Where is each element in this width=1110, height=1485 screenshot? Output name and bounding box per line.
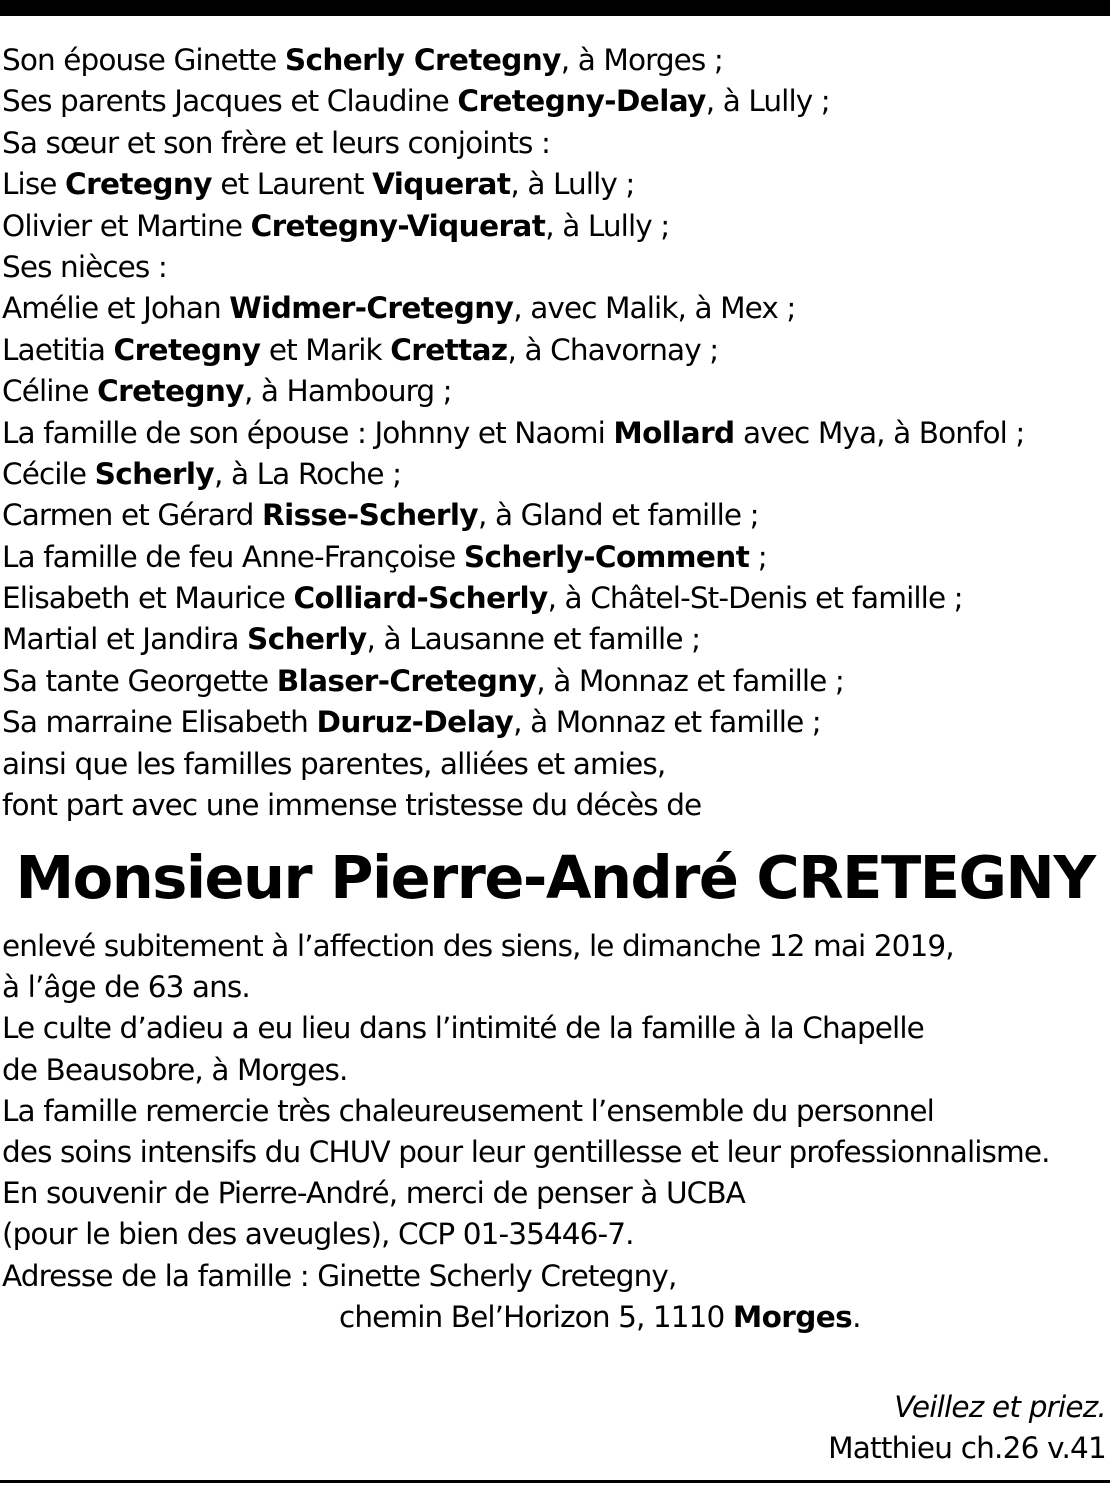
text-segment: , à Lausanne et famille ; bbox=[366, 622, 701, 657]
text-line bbox=[2, 967, 1108, 1008]
text-segment: , à Gland et famille ; bbox=[478, 498, 759, 533]
name-bold: Duruz-Delay bbox=[316, 705, 514, 740]
text-line bbox=[2, 785, 1108, 826]
name-bold: Cretegny bbox=[65, 167, 212, 202]
text-segment: ; bbox=[749, 539, 767, 574]
text-segment: Carmen et Gérard bbox=[2, 498, 262, 533]
text-segment: , à Monnaz et famille ; bbox=[513, 705, 821, 740]
name-bold: Cretegny bbox=[97, 374, 244, 409]
name-bold: Scherly-Comment bbox=[463, 539, 750, 574]
deceased-name: Monsieur Pierre-André CRETEGNY bbox=[15, 843, 1095, 912]
text-segment: La famille remercie très chaleureusement l’ensemble du personnel bbox=[2, 1093, 934, 1128]
text-segment: Ses nièces : bbox=[2, 249, 167, 284]
text-segment: (pour le bien des aveugles), CCP 01-35446-7. bbox=[2, 1217, 634, 1252]
name-bold: Scherly Cretegny bbox=[284, 43, 561, 77]
text-segment: , à Monnaz et famille ; bbox=[536, 663, 844, 698]
text-segment: Laetitia bbox=[2, 332, 114, 367]
text-line bbox=[2, 371, 1108, 412]
text-line bbox=[2, 330, 1108, 371]
name-bold: Blaser-Cretegny bbox=[276, 663, 537, 698]
text-line bbox=[2, 661, 1108, 702]
name-bold: Colliard-Scherly bbox=[293, 581, 548, 616]
text-segment: Sa tante Georgette bbox=[2, 663, 277, 698]
text-segment: , à La Roche ; bbox=[214, 456, 402, 491]
text-segment: et Laurent bbox=[211, 167, 373, 202]
text-line bbox=[2, 206, 1108, 247]
text-line bbox=[2, 1091, 1108, 1132]
text-line bbox=[2, 744, 1108, 785]
name-bold: Morges bbox=[732, 1299, 853, 1334]
text-line bbox=[2, 81, 1108, 122]
text-segment: , à Lully ; bbox=[510, 167, 635, 202]
name-bold: Widmer-Cretegny bbox=[229, 291, 514, 326]
verse-quote: Veillez et priez. bbox=[894, 1390, 1106, 1424]
text-segment: Lise bbox=[2, 167, 66, 202]
text-line bbox=[2, 1256, 1108, 1297]
text-segment: Amélie et Johan bbox=[2, 291, 230, 326]
text-segment: des soins intensifs du CHUV pour leur gentillesse et leur professionnalisme. bbox=[2, 1134, 1050, 1169]
text-line bbox=[2, 1214, 1108, 1255]
text-segment: Sa marraine Elisabeth bbox=[2, 705, 317, 740]
text-segment: Olivier et Martine bbox=[2, 208, 251, 243]
text-segment: Elisabeth et Maurice bbox=[2, 581, 294, 616]
name-bold: Cretegny-Viquerat bbox=[250, 208, 546, 243]
name-bold: Scherly bbox=[247, 622, 367, 657]
name-bold: Mollard bbox=[613, 415, 735, 450]
text-segment: enlevé subitement à l’affection des siens, le dimanche 12 mai 2019, bbox=[2, 929, 954, 963]
text-segment: , à Lully ; bbox=[705, 84, 830, 119]
text-segment: , à Morges ; bbox=[560, 43, 723, 77]
top-rule bbox=[0, 0, 1110, 16]
text-line bbox=[2, 247, 1108, 288]
name-bold: Crettaz bbox=[390, 332, 508, 367]
text-segment: et Marik bbox=[260, 332, 391, 367]
name-bold: Scherly bbox=[94, 456, 215, 491]
text-segment: La famille de son épouse : Johnny et Naomi bbox=[2, 415, 614, 450]
text-segment: de Beausobre, à Morges. bbox=[2, 1052, 348, 1087]
text-line bbox=[2, 1132, 1108, 1173]
text-segment: chemin Bel’Horizon 5, 1110 bbox=[339, 1299, 733, 1334]
text-line bbox=[2, 164, 1108, 205]
obituary-text bbox=[2, 926, 1108, 1338]
text-segment: font part avec une immense tristesse du décès de bbox=[2, 788, 702, 823]
text-line bbox=[2, 537, 1108, 578]
text-segment: , à Lully ; bbox=[545, 208, 670, 243]
text-segment: , à Chavornay ; bbox=[507, 332, 719, 367]
text-segment: ainsi que les familles parentes, alliées et amies, bbox=[2, 746, 666, 781]
text-line bbox=[2, 413, 1108, 454]
name-bold: Viquerat bbox=[372, 167, 511, 202]
text-line bbox=[2, 1050, 1108, 1091]
text-line bbox=[2, 1297, 1108, 1338]
verse-reference: Matthieu ch.26 v.41 bbox=[828, 1431, 1106, 1465]
text-line bbox=[2, 123, 1108, 164]
text-line bbox=[2, 454, 1108, 495]
text-segment: . bbox=[852, 1299, 861, 1334]
text-segment: Cécile bbox=[2, 456, 95, 491]
text-line bbox=[2, 619, 1108, 660]
text-line bbox=[2, 702, 1108, 743]
name-bold: Cretegny-Delay bbox=[457, 84, 706, 119]
text-segment: , à Hambourg ; bbox=[243, 374, 452, 409]
text-segment: La famille de feu Anne-Françoise bbox=[2, 539, 464, 574]
text-segment: Son épouse Ginette bbox=[2, 43, 285, 77]
name-bold: Cretegny bbox=[113, 332, 261, 367]
text-line bbox=[2, 288, 1108, 329]
text-segment: En souvenir de Pierre-André, merci de penser à UCBA bbox=[2, 1176, 745, 1211]
text-line bbox=[2, 1173, 1108, 1214]
name-bold: Risse-Scherly bbox=[261, 498, 478, 533]
text-segment: Martial et Jandira bbox=[2, 622, 248, 657]
text-line bbox=[2, 40, 1108, 81]
text-segment: Céline bbox=[2, 374, 98, 409]
bible-verse bbox=[828, 1387, 1106, 1469]
text-segment: Adresse de la famille : Ginette Scherly Cretegny, bbox=[2, 1258, 677, 1293]
bottom-rule bbox=[0, 1480, 1110, 1483]
text-segment: Sa sœur et son frère et leurs conjoints : bbox=[2, 125, 551, 160]
text-line bbox=[2, 495, 1108, 536]
text-line bbox=[2, 926, 1108, 967]
text-segment: avec Mya, à Bonfol ; bbox=[734, 415, 1025, 450]
text-line bbox=[2, 578, 1108, 619]
text-segment: , avec Malik, à Mex ; bbox=[513, 291, 796, 326]
text-segment: Le culte d’adieu a eu lieu dans l’intimité de la famille à la Chapelle bbox=[2, 1011, 924, 1046]
text-line bbox=[2, 1008, 1108, 1049]
text-segment: , à Châtel-St-Denis et famille ; bbox=[547, 581, 963, 616]
family-list bbox=[2, 40, 1108, 826]
text-segment: Ses parents Jacques et Claudine bbox=[2, 84, 458, 119]
text-segment: à l’âge de 63 ans. bbox=[2, 970, 250, 1005]
